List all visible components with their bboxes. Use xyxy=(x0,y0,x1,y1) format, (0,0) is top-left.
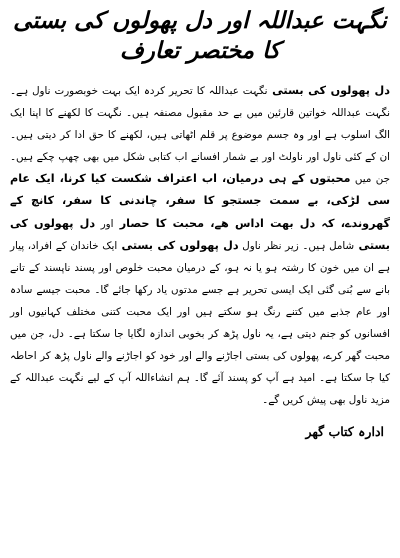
paragraph-text: نگہت عبداللہ کا تحریر کردہ ایک بہت خوبصورت ناول ہے۔ نگہت عبداللہ خواتین قارئین میں بے حد مقبول مصنفہ ہیں۔ نگہت کا لکھنے کا اپنا ایک الگ اسلوب ہے اور وہ جسم موضوع پر قلم اٹھاتی ہیں، لکھنے کا حق ادا کر دیتی ہیں۔ ان کے کئی ناول اور ناولٹ اور بے شمار افسانے اب کتابی شکل میں بھی چھپ چکے ہیں۔ جن میں xyxy=(10,85,390,186)
novel-title-highlight: دل پھولوں کی بستی xyxy=(267,84,391,97)
publisher-signature: ادارہ کتاب گھر xyxy=(305,424,384,440)
novel-list-highlight: محبتوں کے ہی درمیان، اب اعتراف شکست کیا کرنا، ایک عام سی لڑکی، بے سمت جستجو کا سفر، چاندنی کا سفر، کانچ کے گھروندے، کہ دل بھت اداس ھے، محبت کا حصار xyxy=(10,172,390,230)
page-title: نگہت عبداللہ اور دل پھولوں کی بستی کا مختصر تعارف xyxy=(13,7,387,64)
paragraph-text: اور xyxy=(95,217,114,230)
novel-title-highlight: دل پھولوں کی بستی xyxy=(117,238,239,252)
novel-title-highlight: دل پھولوں کی بستی xyxy=(10,216,390,252)
intro-paragraph xyxy=(8,80,392,411)
paragraph-text: ایک خاندان کے افراد، پیار ہے ان میں خون کا رشتہ ہو یا نہ ہو، کے درمیان محبت خلوص اور پسند ناپسند کے تانے بانے سے بُنی گئی ایک ایسی تحریر ہے جسے مدتوں یاد رکھا جائے گا۔ محبت جیسے سادہ اور عام جذبے میں کتنے رنگ ہو سکتے ہیں اور ایک محبت کتنی مختلف کہانیوں اور افسانوں کو جنم دیتی ہے، یہ ناول پڑھ کر بخوبی اندازہ لگایا جا سکتا ہے۔ دل، جن میں محبت گھر کرے، پھولوں کی بستی اجاڑنے والے اور خود کو اجاڑنے والے ناول پڑھ کر احاطہ کیا جا سکتا ہے۔ امید ہے آپ کو پسند آئے گا۔ ہم انشاءاللہ آپ کے لیے نگہت عبداللہ کے مزید ناول بھی پیش کریں گے۔ xyxy=(10,239,390,407)
paragraph-text: شامل ہیں۔ زیر نظر ناول xyxy=(238,239,355,252)
